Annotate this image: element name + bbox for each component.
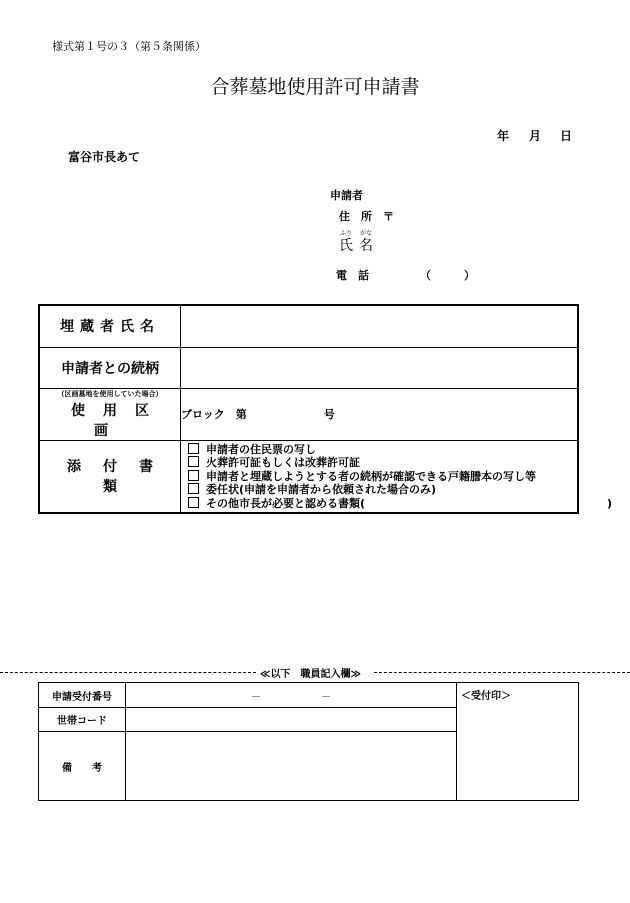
staff-table [38, 682, 579, 801]
date-year[interactable]: 年 [497, 129, 510, 143]
section-sub-label: （区画墓地を使用していた場合） [57, 389, 163, 398]
staff-caption: ≪以下 職員記入欄≫ [258, 665, 363, 680]
attachments-label: 添付書類 [39, 440, 181, 513]
block-number-field[interactable]: ブロック 第 号 [181, 388, 579, 440]
document-title: 合葬墓地使用許可申請書 [210, 76, 420, 98]
name-reading-1: ふり [339, 230, 352, 237]
name-kanji-1: ふり 氏 [336, 235, 356, 255]
remarks-label: 備 考 [39, 732, 126, 801]
checkbox[interactable] [188, 483, 199, 494]
application-table [38, 304, 613, 514]
receipt-stamp-area: ＜受付印＞ [457, 683, 579, 801]
checkbox[interactable] [188, 456, 199, 467]
staff-divider [0, 665, 630, 679]
receipt-number-field[interactable]: － － [126, 683, 457, 708]
checkbox[interactable] [188, 443, 199, 454]
deceased-name-field[interactable] [181, 305, 579, 347]
receipt-number-label: 申請受付番号 [39, 683, 126, 708]
applicant-phone-label: 電 話 [336, 269, 369, 282]
deceased-name-label: 埋蔵者氏名 [39, 305, 181, 347]
household-code-field[interactable] [126, 708, 457, 732]
applicant-address[interactable]: 住 所 〒 [339, 210, 394, 223]
attachment-item: 申請者と埋蔵しようとする者の続柄が確認できる戸籍謄本の写し等 [188, 470, 577, 484]
remarks-field[interactable] [126, 732, 457, 801]
checkbox[interactable] [188, 497, 199, 508]
applicant-phone-field[interactable]: （ ） [420, 269, 475, 282]
applicant-name[interactable] [336, 230, 376, 255]
attachment-item: その他市長が必要と認める書類( ) [188, 497, 577, 511]
applicant-heading: 申請者 [330, 189, 363, 202]
name-reading-2: がな [359, 230, 372, 237]
date-line [497, 127, 572, 144]
attachment-item: 火葬許可証もしくは改葬許可証 [188, 456, 577, 470]
addressee: 富谷市長あて [68, 150, 141, 164]
dashed-line-left [0, 672, 256, 673]
dashed-line-right [374, 672, 630, 673]
relationship-label: 申請者との続柄 [39, 347, 181, 388]
section-label: 使用区画 [71, 402, 167, 439]
attachment-item: 委任状(申請を申請者から依頼された場合のみ) [188, 483, 577, 497]
relationship-field[interactable] [181, 347, 579, 388]
form-number: 様式第１号の３（第５条関係） [52, 40, 206, 53]
date-day[interactable]: 日 [560, 129, 573, 143]
attachments-cell [181, 440, 613, 513]
attachment-item: 申請者の住民票の写し [188, 443, 577, 457]
date-month[interactable]: 月 [529, 129, 542, 143]
checkbox[interactable] [188, 470, 199, 481]
name-kanji-2: がな 名 [356, 235, 376, 255]
section-label-cell [39, 388, 181, 440]
attachments-list [181, 441, 613, 513]
household-code-label: 世帯コード [39, 708, 126, 732]
